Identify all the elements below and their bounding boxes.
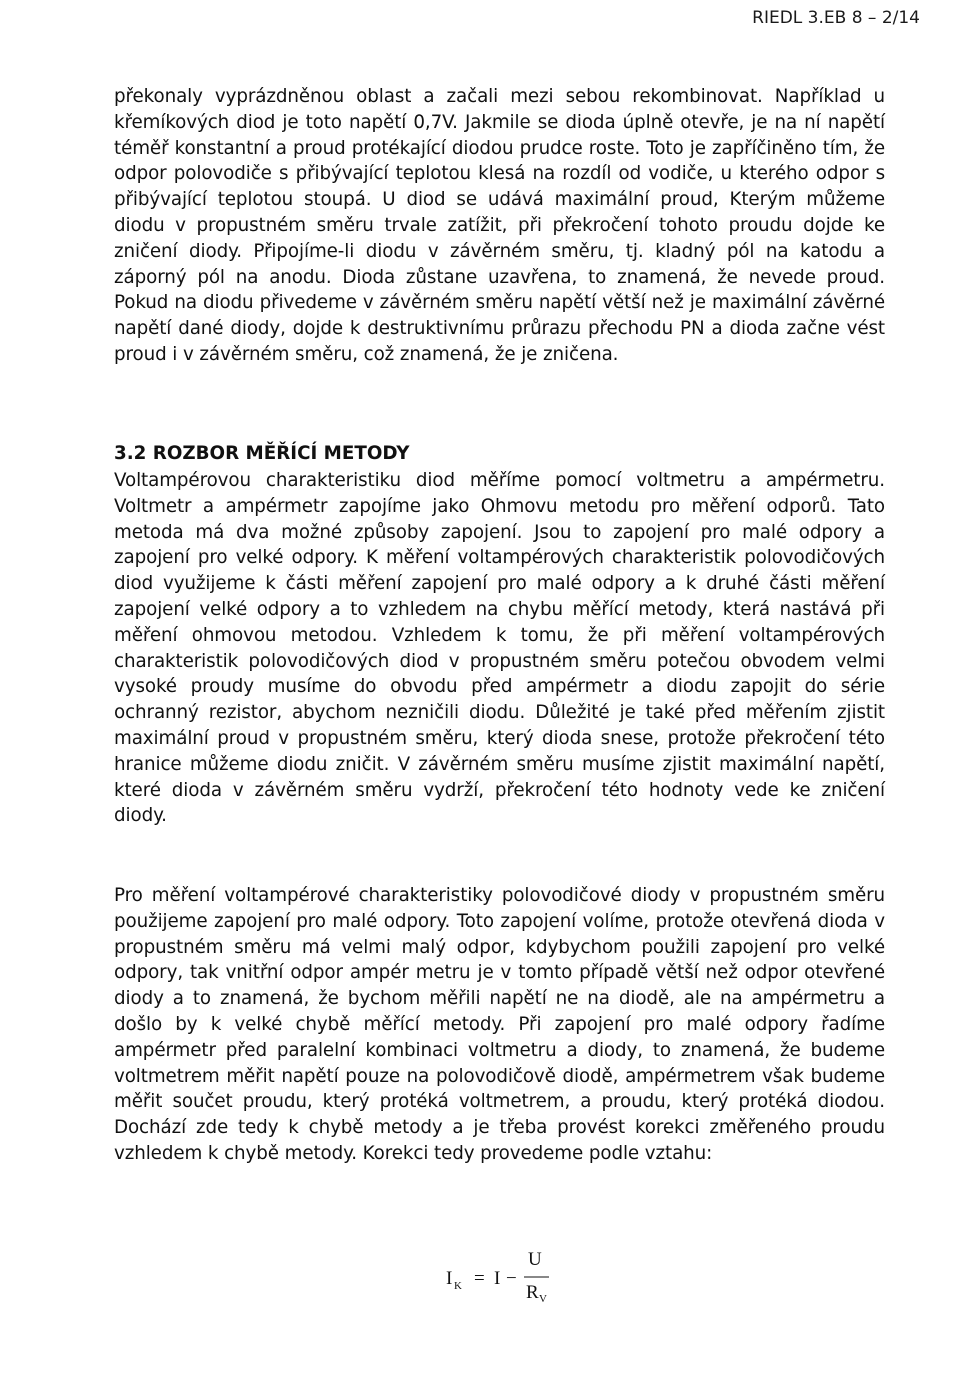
formula-denominator: R [526, 1282, 539, 1303]
paragraph-forward-measurement: Pro měření voltampérové charakteristiky polovodičové diody v propustném směru použijeme zapojení pro malé odpory. Toto zapojení volíme, protože otevřená dioda v propustném směru má velmi malý odpor, kdybychom použili zapojení pro velké odpory, tak vnitřní odpor ampér metru je v tomto případě větší než odpor otevřené diody a to znamená, že bychom měřili napětí ne na diodě, ale na ampérmetru a došlo by k velké chybě měřící metody. Při zapojení pro malé odpory řadíme ampérmetr před paralelní kombinaci voltmetru a diody, to znamená, že budeme voltmetrem měřit napětí pouze na polovodičově diodě, ampérmetrem však budeme měřit součet proudu, který protéká voltmetrem, a proudu, který protéká diodou. Dochází zde tedy k chybě metody a je třeba provést korekci změřeného proudu vzhledem k chybě metody. Korekci tedy provedeme podle vztahu: [114, 885, 885, 1164]
formula-rhs-term: I [494, 1268, 501, 1289]
formula-denominator-sub: V [539, 1293, 547, 1305]
running-head: RIEDL 3.EB 8 – 2/14 [752, 8, 920, 28]
paragraph-measurement-method: Voltampérovou charakteristiku diod měříme pomocí voltmetru a ampérmetru. Voltmetr a ampérmetr zapojíme jako Ohmovu metodu pro měření odporů. Tato metoda má dva možné způsoby zapojení. Jsou to zapojení pro malé odpory a zapojení pro velké odpory. K měření voltampérových charakteristik polovodičových diod využijeme k části měření zapojení pro malé odpory a k druhé části měření zapojení velké odpory a to vzhledem na chybu měřící metody, která nastává při měření ohmovou metodou. Vzhledem k tomu, že při měření voltampérových charakteristik polovodičových diod v propustném směru potečou obvodem velmi vysoké proudy musíme do obvodu před ampérmetr a diodu zapojit do série ochranný rezistor, abychom nezničili diodu. Důležité je také před měřením zjistit maximální proud v propustném směru, který dioda snese, protože překročení této hranice můžeme diodu zničit. V závěrném směru musíme zjistit maximální napětí, které dioda v závěrném směru vydrží, překročení této hodnoty vede ke zničení diody. [114, 470, 885, 827]
formula-equals: = [474, 1268, 485, 1289]
section-heading: 3.2 ROZBOR MĚŘÍCÍ METODY [114, 443, 410, 464]
formula-lhs-sub: K [454, 1280, 462, 1292]
formula-minus: − [506, 1268, 517, 1289]
formula-numerator: U [528, 1249, 542, 1270]
formula-lhs: I [446, 1268, 453, 1289]
paragraph-diode-behavior: překonaly vyprázdněnou oblast a začali mezi sebou rekombinovat. Například u křemíkových diod je toto napětí 0,7V. Jakmile se dioda úplně otevře, je na ní napětí téměř konstantní a proud protékající diodou prudce roste. Toto je zapříčiněno tím, že odpor polovodiče s přibývající teplotou klesá na rozdíl od vodiče, u kterého odpor s přibývající teplotou stoupá. U diod se udává maximální proud, Kterým můžeme diodu v propustném směru trvale zatížit, při překročení tohoto proudu dojde ke zničení diody. Připojíme-li diodu v závěrném směru, tj. kladný pól na katodu a záporný pól na anodu. Dioda zůstane uzavřena, to znamená, že nevede proud. Pokud na diodu přivedeme v závěrném směru napětí větší než je maximální závěrné napětí dané diody, dojde k destruktivnímu průrazu přechodu PN a dioda začne vést proud i v závěrném směru, což znamená, že je zničena. [114, 86, 885, 365]
current-correction-formula [446, 1247, 586, 1307]
